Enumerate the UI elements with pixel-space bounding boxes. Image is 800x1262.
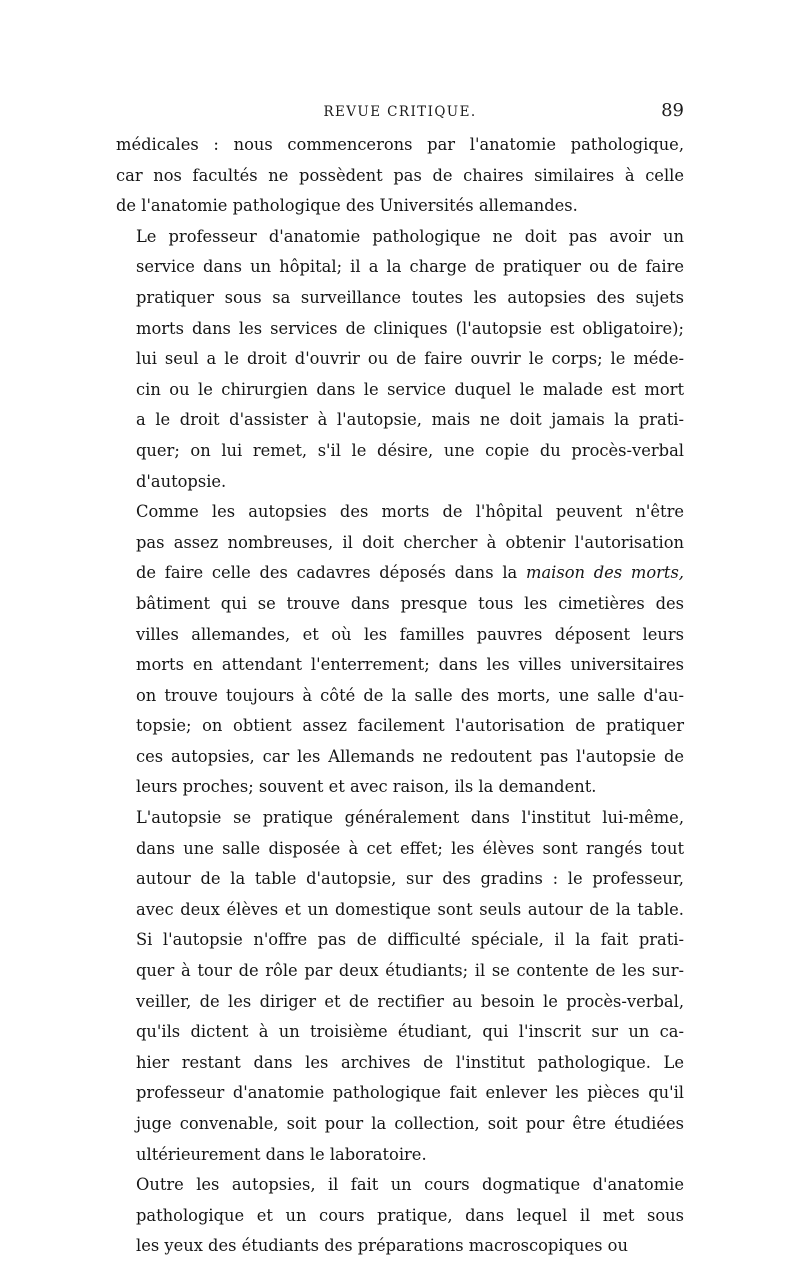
- text-line: Comme les autopsies des morts de l'hôpital peuvent n'être: [136, 502, 684, 522]
- text-line: a le droit d'assister à l'autopsie, mais ne doit jamais la prati-: [136, 410, 684, 430]
- text-line: morts dans les services de cliniques (l'autopsie est obligatoire);: [136, 318, 684, 338]
- text-line: villes allemandes, et où les familles pauvres déposent leurs: [136, 624, 684, 644]
- text-line: dans une salle disposée à cet effet; les élèves sont rangés tout: [136, 838, 684, 858]
- text-line: hier restant dans les archives de l'institut pathologique. Le: [136, 1052, 684, 1072]
- running-title: REVUE CRITIQUE.: [323, 104, 477, 120]
- text-line: les yeux des étudiants des préparations macroscopiques ou: [136, 1236, 628, 1256]
- text-line: topsie; on obtient assez facilement l'autorisation de pratiquer: [136, 716, 684, 736]
- text-line: Si l'autopsie n'offre pas de difficulté spéciale, il la fait prati-: [136, 930, 684, 950]
- text-line: bâtiment qui se trouve dans presque tous les cimetières des: [136, 593, 684, 613]
- text-line: L'autopsie se pratique généralement dans l'institut lui-même,: [136, 808, 684, 828]
- paragraph: [116, 497, 684, 803]
- text-line: médicales : nous commencerons par l'anatomie pathologique,: [116, 135, 684, 154]
- text-line: avec deux élèves et un domestique sont seuls autour de la table.: [136, 899, 684, 919]
- text-line: leurs proches; souvent et avec raison, ils la demandent.: [136, 777, 597, 797]
- italic-phrase: maison des morts,: [526, 563, 684, 583]
- text-line: autour de la table d'autopsie, sur des gradins : le professeur,: [136, 869, 684, 889]
- text-line: on trouve toujours à côté de la salle des morts, une salle d'au-: [136, 685, 684, 705]
- text-line: de l'anatomie pathologique des Universités allemandes.: [116, 196, 578, 216]
- text-line: ultérieurement dans le laboratoire.: [136, 1144, 427, 1164]
- paragraph: [116, 803, 684, 1170]
- text-line: qu'ils dictent à un troisième étudiant, qui l'inscrit sur un ca-: [136, 1022, 684, 1042]
- text-line: lui seul a le droit d'ouvrir ou de faire ouvrir le corps; le méde-: [136, 349, 684, 369]
- text-line: quer à tour de rôle par deux étudiants; il se contente de les sur-: [136, 961, 684, 981]
- text-line: veiller, de les diriger et de rectifier au besoin le procès-verbal,: [136, 991, 684, 1011]
- text-line: juge convenable, soit pour la collection, soit pour être étudiées: [136, 1114, 684, 1133]
- text-line: service dans un hôpital; il a la charge de pratiquer ou de faire: [136, 257, 684, 277]
- text-line: morts en attendant l'enterrement; dans les villes universitaires: [136, 655, 684, 675]
- text-line: pratiquer sous sa surveillance toutes les autopsies des sujets: [136, 287, 684, 307]
- text-line: professeur d'anatomie pathologique fait enlever les pièces qu'il: [136, 1083, 684, 1103]
- text-line: cin ou le chirurgien dans le service duquel le malade est mort: [136, 379, 684, 399]
- paragraph: [116, 130, 684, 222]
- page-number: 89: [661, 100, 684, 121]
- page-header: [116, 100, 684, 130]
- text-line: Le professeur d'anatomie pathologique ne doit pas avoir un: [136, 226, 684, 246]
- paragraph: [116, 1170, 684, 1262]
- text-line: d'autopsie.: [136, 471, 227, 491]
- text-line: quer; on lui remet, s'il le désire, une copie du procès-verbal: [136, 440, 684, 460]
- text-line: pathologique et un cours pratique, dans lequel il met sous: [136, 1205, 684, 1225]
- text-line: car nos facultés ne possèdent pas de chaires similaires à celle: [116, 165, 684, 185]
- body-text: [116, 130, 684, 1262]
- text-line: ces autopsies, car les Allemands ne redoutent pas l'autopsie de: [136, 746, 684, 766]
- text-line: pas assez nombreuses, il doit chercher à obtenir l'autorisation: [136, 532, 684, 552]
- text-line: Outre les autopsies, il fait un cours dogmatique d'anatomie: [136, 1175, 684, 1195]
- text-line: de faire celle des cadavres déposés dans la maison des morts,: [136, 563, 684, 583]
- paragraph: [116, 222, 684, 497]
